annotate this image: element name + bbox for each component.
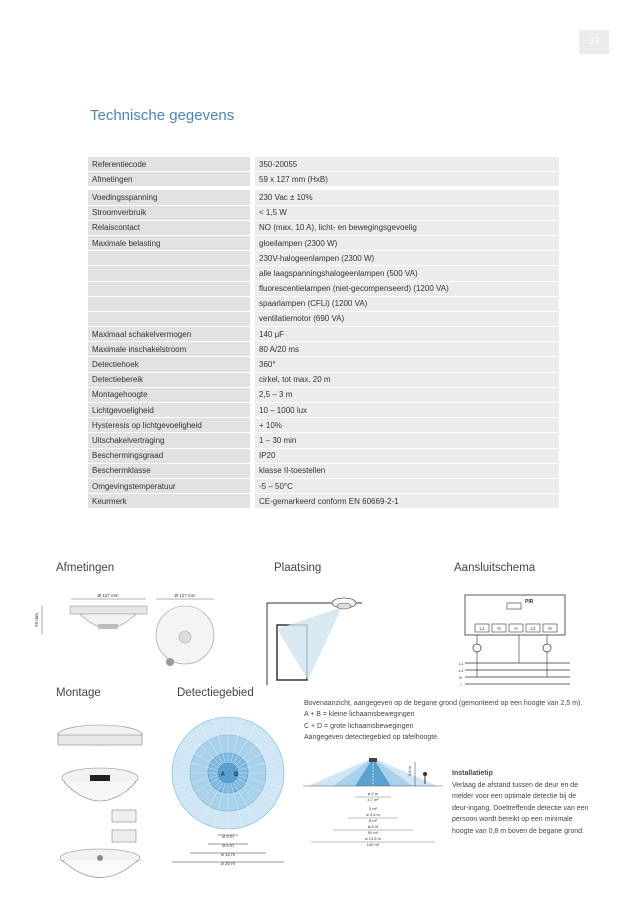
spec-value: 230V-halogeenlampen (2300 W) xyxy=(253,251,560,266)
zone-a-label: A xyxy=(220,772,225,778)
description-line: Aangegeven detectiegebied op tafelhoogte. xyxy=(304,734,440,742)
spec-row xyxy=(88,478,559,493)
spec-label: Montagehoogte xyxy=(88,387,253,402)
tip-title: Installatietip xyxy=(452,770,493,777)
spec-value: spaarlampen (CFLi) (1200 VA) xyxy=(253,296,560,311)
diameter-3m: ø 3 m xyxy=(222,834,234,839)
spec-row xyxy=(88,311,559,326)
person-icon xyxy=(423,772,427,776)
spec-value: gloeilampen (2300 W) xyxy=(253,235,560,250)
diameter-2m: ø 2 m xyxy=(367,791,379,796)
dimension-width-label-top: Ø 127 mm xyxy=(174,593,196,598)
diameter-8m: ø 8 m xyxy=(367,824,379,829)
spec-value: 2,5 – 3 m xyxy=(253,387,560,402)
spec-row xyxy=(88,418,559,433)
diameter-13-5m: ø 13,5 m xyxy=(365,836,381,841)
spec-value: 80 A/20 ms xyxy=(253,342,560,357)
spec-value: fluorescentielampen (niet-gecompenseerd) (1200 VA) xyxy=(253,281,560,296)
spec-value: klasse II-toestellen xyxy=(253,463,560,478)
heading-afmetingen: Afmetingen xyxy=(56,562,115,574)
spec-value: 140 μF xyxy=(253,327,560,342)
spec-label: Lichtgevoeligheid xyxy=(88,403,253,418)
detection-description xyxy=(304,698,586,744)
spec-value: 230 Vac ± 10% xyxy=(253,190,560,205)
spec-label: Beschermingsgraad xyxy=(88,448,253,463)
terminal-label: N xyxy=(497,626,501,631)
spec-row xyxy=(88,281,559,296)
spec-label xyxy=(88,296,253,311)
dimensions-drawing xyxy=(30,590,230,680)
spec-row xyxy=(88,327,559,342)
spec-row xyxy=(88,296,559,311)
diameter-3-4m: ø 3,4 m xyxy=(366,812,380,817)
spec-row xyxy=(88,357,559,372)
terminal-label: H xyxy=(514,626,518,631)
spec-label: Hysteresis op lichtgevoeligheid xyxy=(88,418,253,433)
spec-label: Beschermklasse xyxy=(88,463,253,478)
spec-row xyxy=(88,251,559,266)
spec-label xyxy=(88,266,253,281)
spec-value: NO (max. 10 A), licht- en bewegingsgevoelig xyxy=(253,220,560,235)
spec-row xyxy=(88,433,559,448)
spec-value: 350-20055 xyxy=(253,157,560,172)
spec-label: Detectiehoek xyxy=(88,357,253,372)
spec-row xyxy=(88,342,559,357)
spec-row xyxy=(88,372,559,387)
spec-row xyxy=(88,205,559,220)
spec-value: ventilatiemotor (690 VA) xyxy=(253,311,560,326)
spec-value: cirkel, tot max. 20 m xyxy=(253,372,560,387)
area-3: 3 m² xyxy=(369,806,377,811)
wiring-diagram xyxy=(455,593,575,688)
line-earth-label: ⏚ xyxy=(459,682,463,687)
ceiling-sensor-side xyxy=(369,758,377,762)
spec-row xyxy=(88,190,559,205)
spec-value: 59 x 127 mm (HxB) xyxy=(253,172,560,187)
page-number: 33 xyxy=(579,30,609,54)
diameter-5m: ø 5 m xyxy=(222,843,234,848)
spec-value: IP20 xyxy=(253,448,560,463)
spec-value: alle laagspanningshalogeenlampen (500 VA) xyxy=(253,266,560,281)
area-140: 140 m² xyxy=(366,842,380,847)
page-title: Technische gegevens xyxy=(90,107,235,124)
terminal-label: L1 xyxy=(479,626,485,631)
spec-value: 360° xyxy=(253,357,560,372)
spec-row xyxy=(88,266,559,281)
mounting-drawing xyxy=(50,710,160,885)
zone-b-label: B xyxy=(234,772,239,778)
spec-label: Maximaal schakelvermogen xyxy=(88,327,253,342)
lens-shape xyxy=(98,624,118,629)
device-label-plate xyxy=(90,775,110,781)
spec-label: Maximale belasting xyxy=(88,235,253,250)
spec-label: Stroomverbruik xyxy=(88,205,253,220)
line-l2-label: L2 xyxy=(459,668,464,673)
heading-montage: Montage xyxy=(56,687,101,699)
spec-label xyxy=(88,311,253,326)
spec-value: 1 – 30 min xyxy=(253,433,560,448)
spec-label xyxy=(88,281,253,296)
spec-row xyxy=(88,494,559,509)
spec-label: Referentiecode xyxy=(88,157,253,172)
description-line: Bovenaanzicht, aangegeven op de begane grond (gemonteerd op een hoogte van 2,5 m). xyxy=(304,700,583,707)
spec-row xyxy=(88,157,559,172)
installation-tip xyxy=(452,768,592,838)
lamp-symbol-1 xyxy=(473,644,481,652)
detection-area-drawing xyxy=(170,705,290,875)
diameter-20m: ø 20 m xyxy=(220,861,236,866)
terminal-label: L2 xyxy=(530,626,536,631)
tip-text: Verlaag de afstand tussen de deur en de melder voor een optimale detectie bij de deur-ingang. Doeltreffende detectie van een persoon wordt bereikt op een minimale hoogte van 0,8 m boven de begane grond. xyxy=(452,781,589,835)
placement-drawing xyxy=(262,585,382,685)
spec-label xyxy=(88,251,253,266)
side-view-drawing xyxy=(303,758,443,850)
spec-label: Omgevingstemperatuur xyxy=(88,478,253,493)
line-n-label: N xyxy=(459,675,462,680)
spec-label: Afmetingen xyxy=(88,172,253,187)
area-50: 50 m² xyxy=(367,830,379,835)
area-8: 8 m² xyxy=(369,818,377,823)
spec-label: Uitschakelvertraging xyxy=(88,433,253,448)
area-4-7: 4,7 m² xyxy=(367,797,379,802)
dimension-height-label: 59 mm xyxy=(34,613,39,627)
side-base-shape xyxy=(70,606,147,614)
spec-row xyxy=(88,403,559,418)
heading-detectiegebied: Detectiegebied xyxy=(177,687,254,699)
spec-row xyxy=(88,448,559,463)
spec-value: CE-gemarkeerd conform EN 60669-2-1 xyxy=(253,494,560,509)
description-line: C + D = grote lichaamsbewegingen xyxy=(304,722,414,730)
spec-table xyxy=(88,157,559,509)
description-line: A + B = kleine lichaamsbewegingen xyxy=(304,711,415,719)
lamp-symbol-2 xyxy=(543,644,551,652)
spec-row xyxy=(88,172,559,187)
spec-value: 10 – 1000 lux xyxy=(253,403,560,418)
spec-row xyxy=(88,387,559,402)
heading-aansluitschema: Aansluitschema xyxy=(454,562,536,574)
spec-label: Detectiebereik xyxy=(88,372,253,387)
spec-value: -5 – 50°C xyxy=(253,478,560,493)
spec-value: + 10% xyxy=(253,418,560,433)
sensor-knob xyxy=(166,658,174,666)
spec-value: < 1,5 W xyxy=(253,205,560,220)
detection-cone xyxy=(277,607,342,680)
line-l1-label: L1 xyxy=(459,661,464,666)
spec-label: Keurmerk xyxy=(88,494,253,509)
spec-label: Voedingsspanning xyxy=(88,190,253,205)
spec-row xyxy=(88,220,559,235)
height-label: 0,8 m xyxy=(407,765,412,776)
spec-label: Maximale inschakelstroom xyxy=(88,342,253,357)
heading-plaatsing: Plaatsing xyxy=(274,562,322,574)
spec-row xyxy=(88,463,559,478)
pir-label: PIR xyxy=(525,599,534,605)
spec-row xyxy=(88,235,559,250)
terminal-label: N xyxy=(548,626,552,631)
spec-label: Relaiscontact xyxy=(88,220,253,235)
diameter-12m: ø 12 m xyxy=(220,852,236,857)
dimension-width-label: Ø 127 mm xyxy=(97,593,119,598)
